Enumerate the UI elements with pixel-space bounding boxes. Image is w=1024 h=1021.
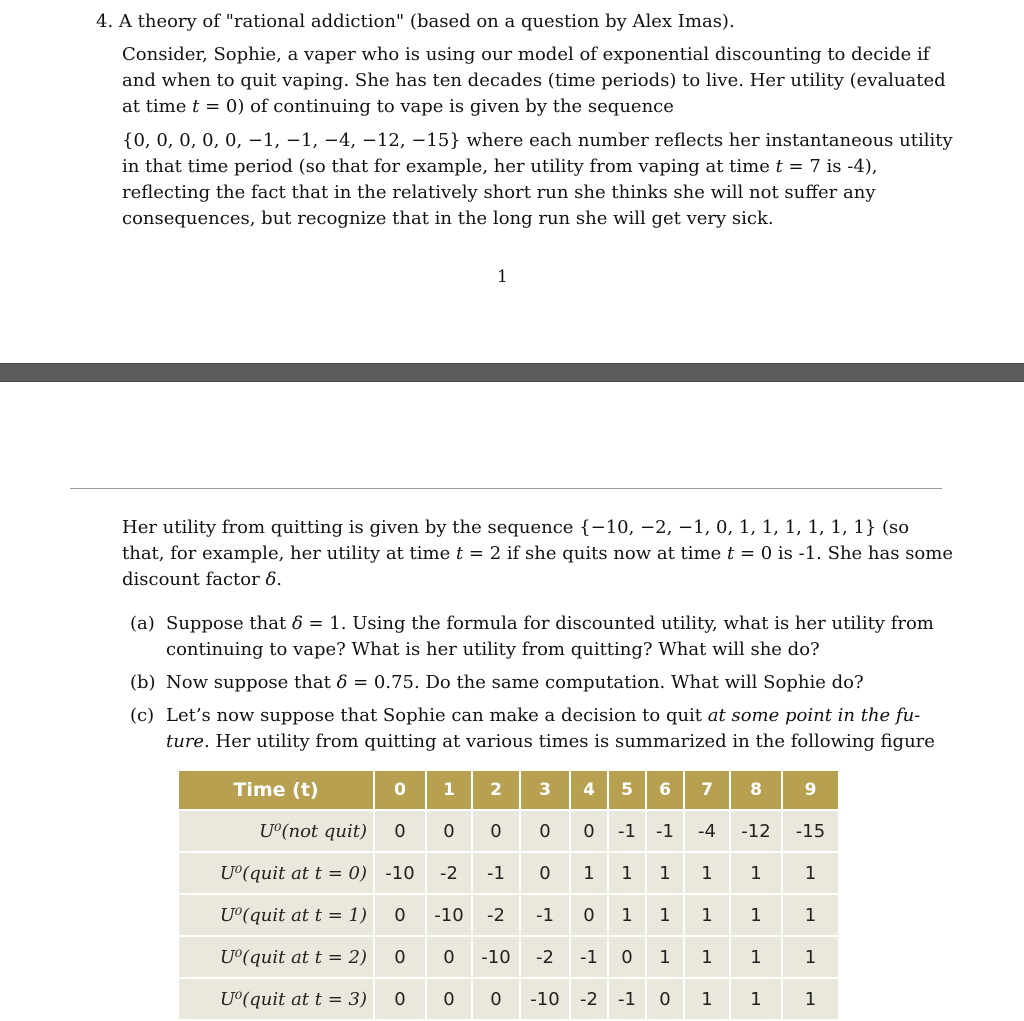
table-cell: 0 xyxy=(570,810,608,852)
table-cell: 0 xyxy=(426,978,472,1019)
table-cell: -2 xyxy=(472,894,520,936)
table-cell: -1 xyxy=(472,852,520,894)
intro-var-t: t xyxy=(192,96,200,117)
table-cell: 1 xyxy=(730,852,782,894)
intro-text-1-end: = 0) of continuing to vape is given by the sequence xyxy=(199,96,674,117)
table-row xyxy=(179,894,839,936)
table-header-row xyxy=(179,771,839,810)
time-column-header: 9 xyxy=(782,771,839,810)
part-c-text-1: Let’s now suppose that Sophie can make a decision to quit xyxy=(166,705,708,726)
quit-text-d: = 0 is -1. She has some discount factor xyxy=(122,543,953,590)
table-cell: 1 xyxy=(684,978,730,1019)
table-cell: 1 xyxy=(782,936,839,978)
table-cell: 0 xyxy=(472,810,520,852)
intro-text-2b: = 7 is -4), reflecting the fact that in the relatively short run she thinks she will not suffer any consequences, but recognize that in the long run she will get very sick. xyxy=(122,156,878,229)
table-cell: 1 xyxy=(684,894,730,936)
table-cell: 0 xyxy=(426,810,472,852)
part-b xyxy=(130,670,950,696)
part-c-italic: at some point in the fu- ture. xyxy=(166,705,921,752)
row-label-text: U⁰(quit at t = 2) xyxy=(219,946,367,968)
intro-paragraph-2 xyxy=(122,128,957,232)
row-label xyxy=(179,936,374,978)
table-cell: 0 xyxy=(374,978,426,1019)
table-cell: 1 xyxy=(608,852,646,894)
table-cell: 1 xyxy=(782,852,839,894)
table-cell: 1 xyxy=(730,978,782,1019)
quit-delta: δ xyxy=(265,569,277,590)
table-cell: -1 xyxy=(608,810,646,852)
time-column-header: 7 xyxy=(684,771,730,810)
intro-text-2a: where each number reflects her instantaneous utility in that time period (so that for example, her utility from vaping at time xyxy=(122,130,953,177)
part-a-text-1: Suppose that xyxy=(166,613,292,634)
part-c-body xyxy=(166,703,950,755)
time-column-header: 5 xyxy=(608,771,646,810)
table-cell: -10 xyxy=(374,852,426,894)
table-row xyxy=(179,852,839,894)
row-label xyxy=(179,978,374,1019)
table-cell: 0 xyxy=(520,852,570,894)
table-cell: 0 xyxy=(570,894,608,936)
quit-text-c: = 2 if she quits now at time xyxy=(463,543,727,564)
page-divider xyxy=(0,363,1024,382)
quit-text-a: Her utility from quitting is given by the sequence xyxy=(122,517,580,538)
row-label xyxy=(179,810,374,852)
part-c-label: (c) xyxy=(130,705,155,726)
table-cell: 1 xyxy=(782,894,839,936)
part-a xyxy=(130,611,950,663)
table-cell: 1 xyxy=(684,936,730,978)
row-label xyxy=(179,852,374,894)
table-cell: 1 xyxy=(608,894,646,936)
table-cell: 0 xyxy=(472,978,520,1019)
table-cell: -10 xyxy=(520,978,570,1019)
table-cell: 1 xyxy=(782,978,839,1019)
table-cell: 1 xyxy=(684,852,730,894)
table-cell: -4 xyxy=(684,810,730,852)
row-label-text: U⁰(quit at t = 0) xyxy=(219,862,367,884)
time-column-header: 8 xyxy=(730,771,782,810)
quit-var-t1: t xyxy=(455,543,464,564)
time-header: Time (t) xyxy=(179,771,374,810)
table-cell: -1 xyxy=(608,978,646,1019)
table-cell: 1 xyxy=(646,852,684,894)
time-column-header: 2 xyxy=(472,771,520,810)
table-cell: 1 xyxy=(646,936,684,978)
table-cell: -12 xyxy=(730,810,782,852)
time-column-header: 0 xyxy=(374,771,426,810)
table-cell: -15 xyxy=(782,810,839,852)
table-cell: -10 xyxy=(426,894,472,936)
table-cell: -2 xyxy=(570,978,608,1019)
table-cell: 0 xyxy=(374,810,426,852)
part-b-text-1: Now suppose that xyxy=(166,672,337,693)
quit-paragraph xyxy=(122,515,957,593)
table-cell: 1 xyxy=(730,894,782,936)
row-label xyxy=(179,894,374,936)
part-a-text-2: = 1. Using the formula for discounted utility, what is her utility from continuing to vape? What is her utility from quitting? What will she do? xyxy=(166,613,934,660)
intro-text-1: Consider, Sophie, a vaper who is using our model of exponential discounting to decide if and when to quit vaping. She has ten decades (time periods) to live. Her utility (evaluated at time xyxy=(122,44,946,117)
table-row xyxy=(179,936,839,978)
quit-var-t2: t xyxy=(726,543,735,564)
table-cell: 0 xyxy=(374,936,426,978)
utility-table xyxy=(179,771,840,1019)
table-cell: -1 xyxy=(570,936,608,978)
table-cell: -1 xyxy=(646,810,684,852)
table-cell: 0 xyxy=(646,978,684,1019)
row-label-text: U⁰(quit at t = 3) xyxy=(219,988,367,1010)
table-cell: 0 xyxy=(608,936,646,978)
quit-text-e: . xyxy=(276,569,283,590)
time-column-header: 1 xyxy=(426,771,472,810)
table-row xyxy=(179,810,839,852)
quit-text-b: (so that, for example, her utility at time xyxy=(122,517,910,564)
time-column-header: 3 xyxy=(520,771,570,810)
part-c-text-2: Her utility from quitting at various times is summarized in the following figure xyxy=(209,731,935,752)
table-cell: -1 xyxy=(520,894,570,936)
table-cell: -2 xyxy=(426,852,472,894)
time-column-header: 4 xyxy=(570,771,608,810)
problem-heading: 4. A theory of "rational addiction" (based on a question by Alex Imas). xyxy=(96,11,735,32)
quit-sequence: {−10, −2, −1, 0, 1, 1, 1, 1, 1, 1} xyxy=(579,517,877,538)
intro-var-t-2: t xyxy=(775,156,783,177)
part-a-label: (a) xyxy=(130,613,155,634)
table-cell: 1 xyxy=(730,936,782,978)
table-cell: 0 xyxy=(520,810,570,852)
time-column-header: 6 xyxy=(646,771,684,810)
part-c xyxy=(130,703,950,755)
table-row xyxy=(179,978,839,1019)
row-label-text: U⁰(not quit) xyxy=(259,820,367,842)
horizontal-rule xyxy=(70,488,942,489)
vape-sequence: {0, 0, 0, 0, 0, −1, −1, −4, −12, −15} xyxy=(122,130,461,151)
row-label-text: U⁰(quit at t = 1) xyxy=(219,904,367,926)
intro-paragraph xyxy=(122,42,957,120)
page-number: 1 xyxy=(497,267,508,287)
table-cell: 0 xyxy=(426,936,472,978)
part-b-text-2: = 0.75. Do the same computation. What will Sophie do? xyxy=(347,672,864,693)
part-b-label: (b) xyxy=(130,672,156,693)
table-cell: -10 xyxy=(472,936,520,978)
table-cell: 1 xyxy=(570,852,608,894)
table-cell: 1 xyxy=(646,894,684,936)
part-b-body xyxy=(166,670,950,696)
part-a-delta: δ xyxy=(291,613,303,634)
table-cell: 0 xyxy=(374,894,426,936)
part-b-delta: δ xyxy=(336,672,348,693)
table-cell: -2 xyxy=(520,936,570,978)
part-a-body xyxy=(166,611,950,663)
